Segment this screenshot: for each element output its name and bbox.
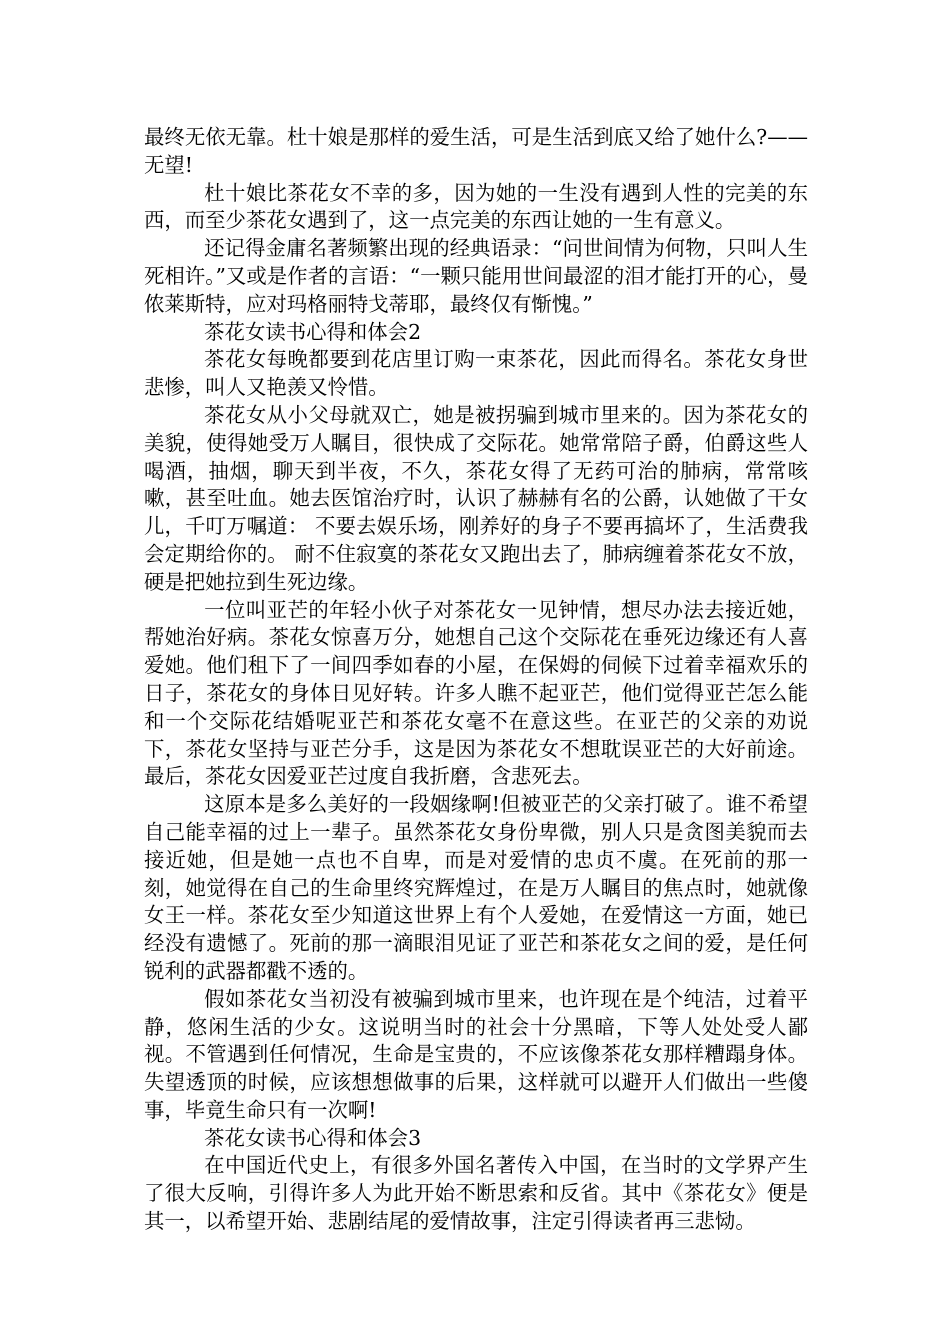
section-heading: 茶花女读书心得和体会2 bbox=[204, 319, 422, 344]
section-heading: 茶花女读书心得和体会3 bbox=[204, 1125, 422, 1150]
paragraph: 茶花女每晚都要到花店里订购一束茶花，因此而得名。茶花女身世悲惨，叫人又艳羡又怜惜。 bbox=[144, 347, 808, 400]
paragraph: 还记得金庸名著频繁出现的经典语录：“问世间情为何物，只叫人生死相许。”又或是作者的言语：“一颗只能用世间最涩的泪才能打开的心，曼侬莱斯特，应对玛格丽特戈蒂耶，最终仅有惭愧。” bbox=[144, 236, 808, 316]
paragraph: 茶花女从小父母就双亡，她是被拐骗到城市里来的。因为茶花女的美貌，使得她受万人瞩目，很快成了交际花。她常常陪子爵，伯爵这些人喝酒，抽烟，聊天到半夜，不久，茶花女得了无药可治的肺病，常常咳嗽，甚至吐血。她去医馆治疗时，认识了赫赫有名的公爵，认她做了干女儿，千叮万嘱道： 不要去娱乐场，刚养好的身子不要再搞坏了，生活费我会定期给你的。 耐不住寂寞的茶花女又跑出去了，肺病缠着茶花女不放，硬是把她拉到生死边缘。 bbox=[144, 402, 808, 594]
paragraph: 杜十娘比茶花女不幸的多，因为她的一生没有遇到人性的完美的东西，而至少茶花女遇到了，这一点完美的东西让她的一生有意义。 bbox=[144, 180, 808, 233]
paragraph: 假如茶花女当初没有被骗到城市里来，也许现在是个纯洁，过着平静，悠闲生活的少女。这说明当时的社会十分黑暗，下等人处处受人鄙视。不管遇到任何情况，生命是宝贵的，不应该像茶花女那样糟蹋身体。失望透顶的时候，应该想想做事的后果，这样就可以避开人们做出一些傻事，毕竟生命只有一次啊! bbox=[144, 986, 808, 1122]
paragraph: 这原本是多么美好的一段姻缘啊!但被亚芒的父亲打破了。谁不希望自己能幸福的过上一辈子。虽然茶花女身份卑微，别人只是贪图美貌而去接近她，但是她一点也不自卑，而是对爱情的忠贞不虞。在死前的那一刻，她觉得在自己的生命里终究辉煌过，在是万人瞩目的焦点时，她就像女王一样。茶花女至少知道这世界上有个人爱她，在爱情这一方面，她已经没有遗憾了。死前的那一滴眼泪见证了亚芒和茶花女之间的爱，是任何锐利的武器都戳不透的。 bbox=[144, 792, 808, 983]
document-page bbox=[144, 124, 808, 1236]
paragraph: 在中国近代史上，有很多外国名著传入中国，在当时的文学界产生了很大反响，引得许多人为此开始不断思索和反省。其中《茶花女》便是其一，以希望开始、悲剧结尾的爱情故事，注定引得读者再三悲恸。 bbox=[144, 1153, 808, 1234]
paragraph: 最终无依无靠。杜十娘是那样的爱生活，可是生活到底又给了她什么?——无望! bbox=[144, 125, 808, 177]
paragraph: 一位叫亚芒的年轻小伙子对茶花女一见钟情，想尽办法去接近她，帮她治好病。茶花女惊喜万分，她想自己这个交际花在垂死边缘还有人喜爱她。他们租下了一间四季如春的小屋，在保姆的伺候下过着幸福欢乐的日子，茶花女的身体日见好转。许多人瞧不起亚芒，他们觉得亚芒怎么能和一个交际花结婚呢亚芒和茶花女毫不在意这些。在亚芒的父亲的劝说下，茶花女坚持与亚芒分手，这是因为茶花女不想耽误亚芒的大好前途。最后，茶花女因爱亚芒过度自我折磨，含悲死去。 bbox=[144, 597, 808, 789]
